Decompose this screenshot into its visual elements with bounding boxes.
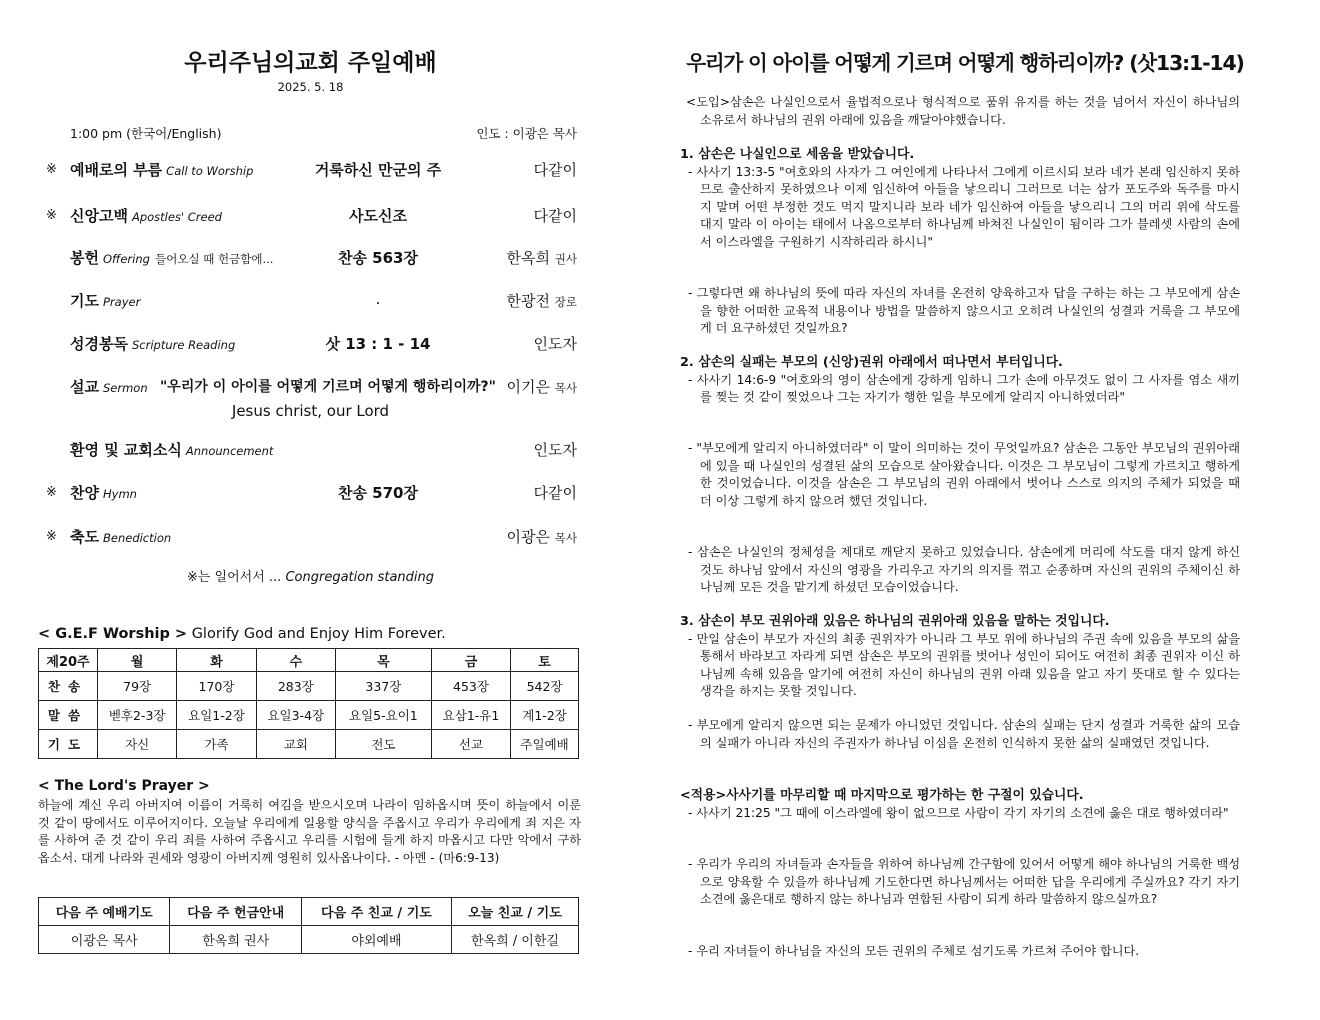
section-paragraph: - 삼손은 나실인의 정체성을 제대로 깨닫지 못하고 있었습니다. 삼손에게 머리에 삭도를 대지 않게 하신 것도 하나님 앞에서 자신의 영광을 가리우고 자기의 의지를 꺾고 순종하며 자신의 권위의 주체이신 하나님께 모든 것을 맡기게 하셨던 모습이었습니다. xyxy=(688,545,1240,594)
table-cell: 가족 xyxy=(177,730,256,759)
section-paragraph: - 사사기 13:3-5 "여호와의 사자가 그 여인에게 나타나서 그에게 이르시되 보라 네가 본래 임신하지 못하므로 출산하지 못하였으나 이제 임신하여 아들을 낳으리니 그러므로 너는 삼가 포도주와 독주를 마시지 말며 어떤 부정한 것도 먹지 말지니라 보라 네가 임신하여 아들을 낳으리니 그의 머리 위에 삭도를 대지 말라 이 아이는 태에서 나옴으로부터 하나님께 바쳐진 나실인이 됨이라 그가 블레셋 사람의 손에서 이스라엘을 구원하기 시작하리라 하시니" xyxy=(688,164,1240,249)
table-header: 다음 주 친교 / 기도 xyxy=(301,898,451,926)
table-cell: 453장 xyxy=(431,672,510,701)
sermon-section-2c xyxy=(680,544,1240,597)
section-paragraph: - 그렇다면 왜 하나님의 뜻에 따라 자신의 자녀를 온전히 양육하고자 답을 구하는 하는 그 부모에게 삼손을 향한 어떠한 교육적 내용이나 방법을 말씀하지 않으시고 오히려 나실인의 성결과 거룩을 그 부모에게 더 요구하셨던 것일까요? xyxy=(688,286,1240,335)
order-detail: 사도신조 xyxy=(349,207,407,225)
sermon-section-2 xyxy=(680,354,1240,407)
order-name: 기도 Prayer xyxy=(70,292,141,310)
standing-mark: ※ xyxy=(46,162,57,177)
sermon-application-c xyxy=(680,943,1240,961)
table-cell: 요일1-2장 xyxy=(177,701,256,730)
sermon-section-3b xyxy=(680,717,1240,752)
order-name: 봉헌 Offering 들어오실 때 헌금함에... xyxy=(70,249,274,267)
table-cell: 벧후2-3장 xyxy=(98,701,177,730)
table-cell: 79장 xyxy=(98,672,177,701)
order-person: 다같이 xyxy=(533,484,577,502)
order-row xyxy=(38,247,583,271)
section-heading: 3. 삼손이 부모 권위아래 있음은 하나님의 권위아래 있음을 말하는 것입니다. xyxy=(680,614,1110,629)
order-name: 신앙고백 Apostles' Creed xyxy=(70,207,222,225)
sermon-subtitle: Jesus christ, our Lord xyxy=(231,402,390,420)
table-cell: 교회 xyxy=(256,730,335,759)
bulletin-page xyxy=(38,0,583,1020)
section-heading: 1. 삼손은 나실인으로 세움을 받았습니다. xyxy=(680,147,915,162)
table-cell: 선교 xyxy=(431,730,510,759)
standing-mark: ※ xyxy=(46,485,57,500)
table-header-row xyxy=(39,649,579,672)
day-header: 금 xyxy=(431,649,510,672)
order-name: 환영 및 교회소식 Announcement xyxy=(70,441,274,459)
sermon-title-line: "우리가 이 아이를 어떻게 기르며 어떻게 행하리이까?" xyxy=(160,379,496,395)
sermon-title: 우리가 이 아이를 어떻게 기르며 어떻게 행하리이까? (삿13:1-14) xyxy=(686,51,1244,75)
table-cell: 전도 xyxy=(335,730,431,759)
reading-schedule-table xyxy=(38,648,579,759)
standing-mark: ※ xyxy=(46,208,57,223)
section-paragraph: - 만일 삼손이 부모가 자신의 최종 권위자가 아니라 그 부모 위에 하나님의 주권 속에 있음을 부모의 삶을 통해서 바라보고 자라게 되면 삼손은 부모의 권위를 벗어나 성인이 되어도 여전히 최종 권위자 이신 하나님께 속해 있음을 알기에 여전히 자신이 하나님의 권위 아래 있음을 알고 자기 뜻대로 할 수 있다는 생각을 하지는 못할 것입니다. xyxy=(688,631,1240,698)
order-detail: 찬송 563장 xyxy=(337,249,418,267)
table-cell: 계1-2장 xyxy=(511,701,579,730)
order-person: 다같이 xyxy=(533,161,577,179)
section-paragraph: - 부모에게 알리지 않으면 되는 문제가 아니었던 것입니다. 삼손의 실패는 단지 성결과 거룩한 삶의 모습의 실패가 아니라 자신의 주권자가 하나님 이심을 온전히 인식하지 못한 삶의 실패였던 것입니다. xyxy=(688,718,1240,750)
section-heading: 2. 삼손의 실패는 부모의 (신앙)권위 아래에서 떠나면서 부터입니다. xyxy=(680,355,1063,370)
section-paragraph: - "부모에게 알리지 아니하였더라" 이 말이 의미하는 것이 무엇일까요? 삼손은 그동안 부모님의 권위아래에 있을 때 나실인의 성결된 삶의 모습으로 살아왔습니다. 이것은 그 부모님이 그렇게 가르치고 행하게 한 것이었습니다. 이것을 삼손은 그 부모님의 권위 아래에서 벗어나 스스로 의지의 주체가 되었을 때 더 이상 그렇게 하지 않으려 했던 것입니다. xyxy=(688,441,1240,508)
order-person: 한옥희 권사 xyxy=(506,249,577,267)
order-row xyxy=(38,205,583,229)
table-cell: 한옥희 / 이한길 xyxy=(451,926,578,954)
section-paragraph: - 사사기 21:25 "그 때에 이스라엘에 왕이 없으므로 사람이 각기 자기의 소견에 옳은 대로 행하였더라" xyxy=(688,805,1229,820)
week-label: 제20주 xyxy=(39,649,98,672)
order-detail: 삿 13 : 1 - 14 xyxy=(325,335,431,353)
order-detail: . xyxy=(375,290,381,308)
section-paragraph: - 우리 자녀들이 하나님을 자신의 모든 권위의 주체로 섬기도록 가르쳐 주어야 합니다. xyxy=(688,944,1140,958)
table-row xyxy=(39,926,579,954)
order-person: 다같이 xyxy=(533,207,577,225)
sermon-section-3 xyxy=(680,613,1240,701)
table-header: 오늘 친교 / 기도 xyxy=(451,898,578,926)
sermon-intro: <도입>삼손은 나실인으로서 율법적으로나 형식적으로 품위 유지를 하는 것을 넘어서 자신이 하나님의 소유로서 하나님의 권위 아래에 있음을 깨달아야했습니다. xyxy=(686,95,1240,127)
table-cell: 170장 xyxy=(177,672,256,701)
row-label: 찬송 xyxy=(39,672,98,701)
table-cell: 요삼1-유1 xyxy=(431,701,510,730)
next-week-table xyxy=(38,897,579,954)
sermon-section-1 xyxy=(680,146,1240,251)
order-person: 인도자 xyxy=(533,335,577,353)
order-detail: 거룩하신 만군의 주 xyxy=(314,161,442,179)
sermon-application xyxy=(680,787,1240,822)
table-row xyxy=(39,730,579,759)
day-header: 목 xyxy=(335,649,431,672)
standing-mark: ※ xyxy=(46,529,57,544)
sermon-intro-block xyxy=(680,94,1240,129)
gef-heading: < G.E.F Worship > Glorify God and Enjoy Him Forever. xyxy=(38,626,446,642)
lords-prayer-text: 하늘에 계신 우리 아버지여 이름이 거룩히 여김을 받으시오며 나라이 임하옵시며 뜻이 하늘에서 이룬 것 같이 땅에서도 이루어지이다. 오늘날 우리에게 일용할 양식을 주옵시고 우리가 우리에게 죄 지은 자를 사하여 준 것 같이 우리 죄를 사하여 주옵시고 우리를 시험에 들게 하지 마옵시고 다만 악에서 구하옵소서. 대게 나라와 권세와 영광이 아버지께 영원히 있사옵나이다. - 아멘 - (마6:9-13) xyxy=(38,798,581,865)
table-cell: 이광은 목사 xyxy=(39,926,170,954)
table-header-row xyxy=(39,898,579,926)
table-cell: 요일3-4장 xyxy=(256,701,335,730)
order-row xyxy=(38,376,583,400)
section-paragraph: - 사사기 14:6-9 "여호와의 영이 삼손에게 강하게 임하니 그가 손에 아무것도 없이 그 사자를 염소 새끼를 찢는 것 같이 찢었으나 그는 자기가 행한 일을 부모에게 알리지 아니하였더라" xyxy=(688,372,1240,404)
table-cell: 자신 xyxy=(98,730,177,759)
lords-prayer-heading: < The Lord's Prayer > xyxy=(38,778,210,794)
order-person: 이광은 목사 xyxy=(506,528,577,546)
table-cell: 한옥희 권사 xyxy=(170,926,301,954)
service-time: 1:00 pm (한국어/English) xyxy=(70,126,222,141)
order-row xyxy=(38,333,583,357)
order-person: 한광전 장로 xyxy=(506,292,577,310)
order-name: 설교 Sermon xyxy=(70,378,148,396)
section-heading: <적용>사사기를 마무리할 때 마지막으로 평가하는 한 구절이 있습니다. xyxy=(680,788,1084,803)
standing-note: ※는 일어서서 ... Congregation standing xyxy=(186,570,435,585)
table-cell: 야외예배 xyxy=(301,926,451,954)
day-header: 토 xyxy=(511,649,579,672)
order-name: 예배로의 부름 Call to Worship xyxy=(70,161,254,179)
table-row xyxy=(39,701,579,730)
table-cell: 283장 xyxy=(256,672,335,701)
table-row xyxy=(39,672,579,701)
bulletin-title: 우리주님의교회 주일예배 xyxy=(184,50,437,76)
order-row xyxy=(38,290,583,314)
order-person: 인도자 xyxy=(533,441,577,459)
sermon-section-1b xyxy=(680,285,1240,338)
order-name: 성경봉독 Scripture Reading xyxy=(70,335,236,353)
order-name: 축도 Benediction xyxy=(70,528,172,546)
order-name: 찬양 Hymn xyxy=(70,484,137,502)
table-cell: 주일예배 xyxy=(511,730,579,759)
row-label: 말씀 xyxy=(39,701,98,730)
day-header: 화 xyxy=(177,649,256,672)
order-person: 이기은 목사 xyxy=(506,378,577,396)
sermon-page xyxy=(680,0,1250,1020)
day-header: 수 xyxy=(256,649,335,672)
order-row xyxy=(38,159,583,183)
table-cell: 337장 xyxy=(335,672,431,701)
order-row xyxy=(38,526,583,550)
bulletin-date: 2025. 5. 18 xyxy=(277,80,344,94)
row-label: 기도 xyxy=(39,730,98,759)
table-header: 다음 주 헌금안내 xyxy=(170,898,301,926)
day-header: 월 xyxy=(98,649,177,672)
sermon-section-2b xyxy=(680,440,1240,510)
table-header: 다음 주 예배기도 xyxy=(39,898,170,926)
section-paragraph: - 우리가 우리의 자녀들과 손자들을 위하여 하나님께 간구함에 있어서 어떻게 해야 하나님의 거룩한 백성으로 양육할 수 있을까 하나님께 기도한다면 하나님께서는 어떠한 답을 우리에게 주실까요? 각기 자기 소견에 옳은대로 행하지 않는 하나님과 연합된 사람이 되게 하라 말씀하지 않으실까요? xyxy=(688,857,1240,906)
order-row xyxy=(38,439,583,463)
sermon-application-b xyxy=(680,856,1240,909)
table-cell: 요일5-요이1 xyxy=(335,701,431,730)
table-cell: 542장 xyxy=(511,672,579,701)
service-leader: 인도 : 이광은 목사 xyxy=(476,126,577,141)
order-detail: 찬송 570장 xyxy=(337,484,418,502)
order-row xyxy=(38,482,583,506)
